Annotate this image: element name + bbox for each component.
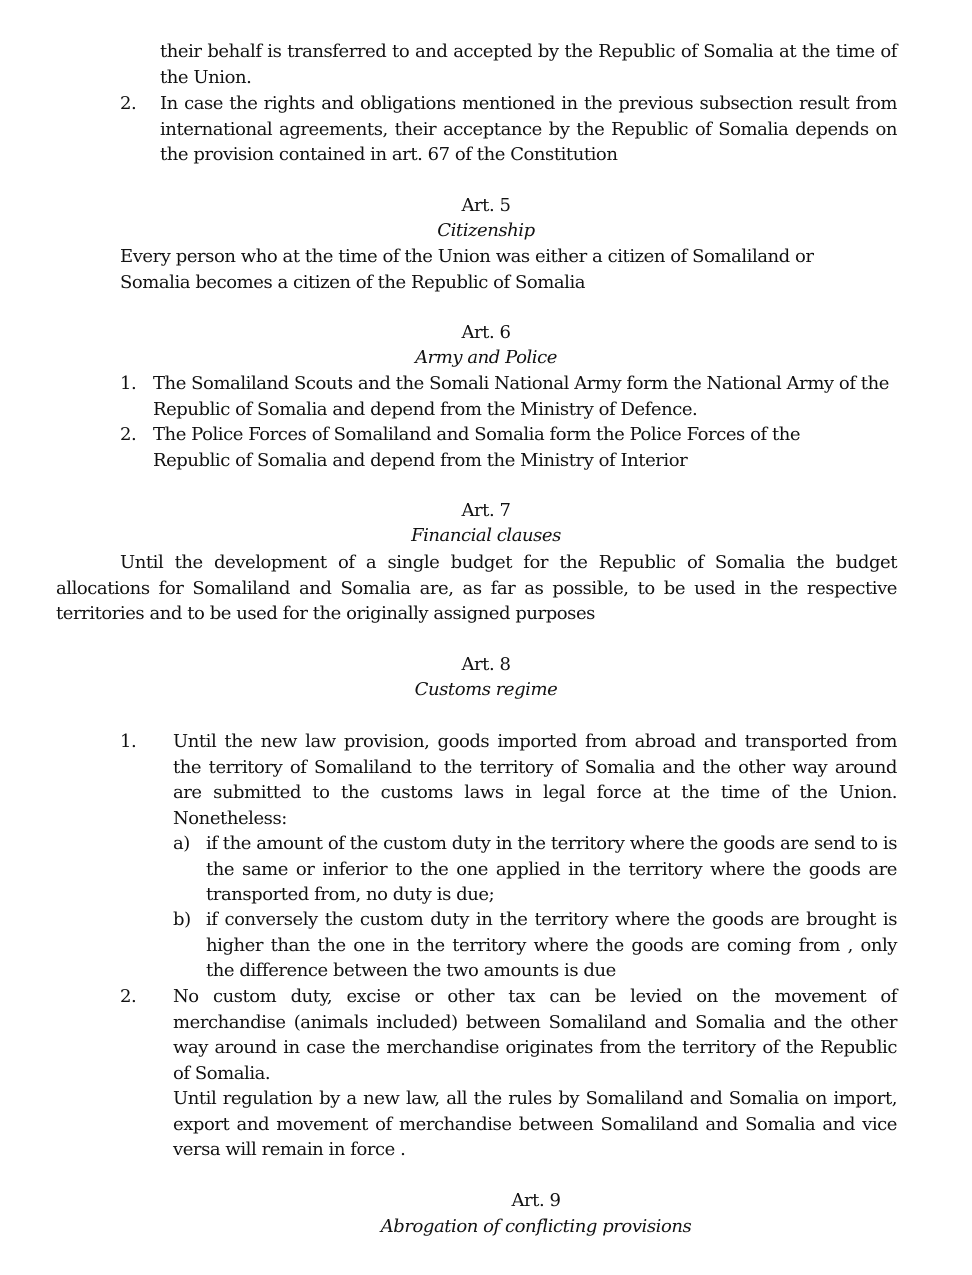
art9-number: Art. 9	[511, 1190, 561, 1211]
art4-item1-tail: their behalf is transferred to and accepted by the Republic of Somalia at the time of the Union.	[160, 41, 897, 88]
art5-number: Art. 5	[461, 195, 511, 216]
art6-number: Art. 6	[461, 322, 511, 343]
art5-body: Every person who at the time of the Union was either a citizen of Somaliland or Somalia becomes a citizen of the Republic of Somalia	[120, 246, 814, 293]
art8-subitem-a-text: if the amount of the custom duty in the territory where the goods are send to is the same or inferior to the one applied in the territory where the goods are transported from, no duty is due;	[206, 833, 897, 906]
art8-item1-number: 1.	[120, 731, 137, 752]
art8-item2-text: No custom duty, excise or other tax can be levied on the movement of merchandise (animals included) between Somaliland and Somalia and the other way around in case the merchandise originates from the territory of the Republic of Somalia.	[173, 986, 897, 1084]
art4-item2-text: In case the rights and obligations mentioned in the previous subsection result from international agreements, their acceptance by the Republic of Somalia depends on the provision contained in art. 67 of the Constitution	[160, 93, 897, 166]
art9-title: Abrogation of conflicting provisions	[380, 1216, 692, 1237]
art8-title: Customs regime	[414, 679, 558, 700]
art7-title: Financial clauses	[411, 525, 561, 546]
art8-item2-text2: Until regulation by a new law, all the rules by Somaliland and Somalia on import, export and movement of merchandise between Somaliland and Somalia and vice versa will remain in force .	[173, 1088, 897, 1161]
art8-item1-text: Until the new law provision, goods imported from abroad and transported from the territory of Somaliland to the territory of Somalia and the other way around are submitted to the customs laws in legal force at the time of the Union. Nonetheless:	[173, 731, 897, 829]
art7-number: Art. 7	[461, 500, 511, 521]
art4-item2-number: 2.	[120, 93, 137, 114]
art8-subitem-a-label: a)	[173, 833, 190, 854]
art8-item2-number: 2.	[120, 986, 137, 1007]
art6-item2-number: 2.	[120, 424, 137, 445]
art6-title: Army and Police	[415, 347, 557, 368]
art8-number: Art. 8	[461, 654, 511, 675]
art6-item2-text: The Police Forces of Somaliland and Somalia form the Police Forces of the Republic of Somalia and depend from the Ministry of Interior	[153, 424, 801, 471]
art8-subitem-b-text: if conversely the custom duty in the territory where the goods are brought is higher than the one in the territory where the goods are coming from , only the difference between the two amounts is due	[206, 909, 897, 982]
art8-subitem-b-label: b)	[173, 909, 191, 930]
art6-item1-text: The Somaliland Scouts and the Somali National Army form the National Army of the Republic of Somalia and depend from the Ministry of Defence.	[153, 373, 889, 420]
art5-title: Citizenship	[437, 220, 535, 241]
art7-body: Until the development of a single budget for the Republic of Somalia the budget allocations for Somaliland and Somalia are, as far as possible, to be used in the respective territories and to be used for the originally assigned purposes	[56, 552, 897, 625]
art6-item1-number: 1.	[120, 373, 137, 394]
